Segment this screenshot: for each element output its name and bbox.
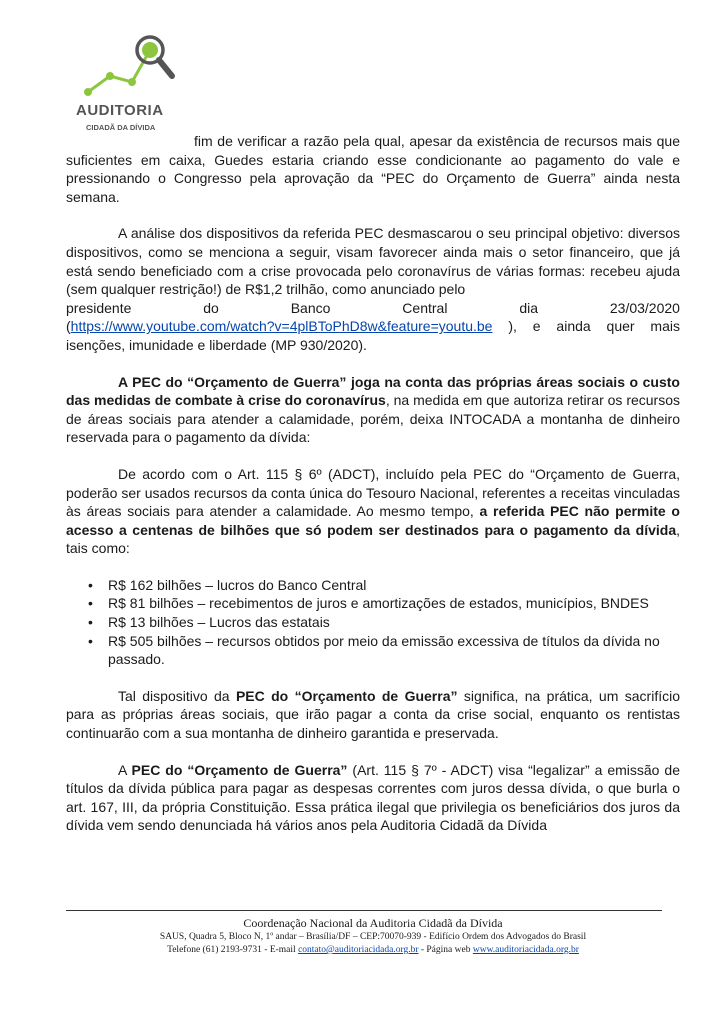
list-item-text: R$ 505 bilhões – recursos obtidos por meio da emissão excessiva de títulos da dívida no passado. — [108, 632, 660, 668]
youtube-link[interactable]: https://www.youtube.com/watch?v=4plBToPhD8w&feature=youtu.be — [70, 318, 493, 335]
paragraph-2-continued — [66, 317, 680, 354]
list-item — [66, 576, 680, 595]
magnifier-network-icon — [80, 32, 180, 102]
logo-subtitle: CIDADÃ DA DÍVIDA — [86, 123, 156, 132]
auditoria-logo — [64, 32, 194, 137]
spread-word: presidente — [66, 299, 132, 316]
list-item-text: R$ 162 bilhões – lucros do Banco Central — [108, 576, 367, 593]
paragraph-5-text-a: Tal dispositivo da — [118, 687, 236, 704]
footer-web-prefix: - Página web — [418, 945, 473, 955]
bullet-icon: • — [88, 632, 93, 649]
paragraph-4-text-a: De acordo com o Art. 115 § 6º (ADCT), incluído pela PEC do “Orçamento de Guerra, poderão ser usados recursos da conta única do Tesouro Nacional, referentes a receitas vinculadas às áreas sociais para atender a calamidade. Ao mesmo tempo, — [66, 465, 680, 520]
paragraph-3-text: , na medida em que autoriza retirar os recursos de áreas sociais para atender a calamidade, porém, deixa INTOCADA a montanha de dinheiro reservada para o pagamento da dívida: — [66, 392, 680, 446]
spread-word: do — [203, 299, 219, 316]
footer-divider — [66, 910, 662, 911]
bullet-icon: • — [88, 576, 93, 593]
open-paren: ( — [66, 318, 71, 335]
paragraph-6-bold: PEC do “Orçamento de Guerra” — [131, 761, 348, 778]
paragraph-4-bold: a referida PEC não permite o acesso a centenas de bilhões que só podem ser destinados para o pagamento da dívida — [66, 503, 680, 538]
paragraph-3 — [66, 373, 680, 447]
paragraph-1 — [66, 132, 680, 206]
paragraph-5 — [66, 687, 680, 743]
document-body — [66, 132, 680, 835]
paragraph-6-text-b: (Art. 115 § 7º - ADCT) visa “legalizar” a emissão de títulos da dívida pública para pagar as despesas correntes com juros dessa dívida, o que burla o art. 167, III, da própria Constituição. Essa prática ilegal que privilegia os beneficiários dos juros da dívida vem sendo denunciada há vários anos pela Auditoria Cidadã da Dívida — [66, 761, 680, 834]
footer-email-link[interactable]: contato@auditoriacidada.org.br — [298, 945, 419, 955]
paragraph-6 — [66, 761, 680, 835]
footer-phone: Telefone (61) 2193-9731 - E-mail — [167, 945, 299, 955]
list-item-text: R$ 13 bilhões – Lucros das estatais — [108, 614, 330, 631]
bullet-icon: • — [88, 614, 93, 631]
list-item — [66, 613, 680, 632]
footer-web-link[interactable]: www.auditoriacidada.org.br — [472, 945, 579, 955]
logo-title: AUDITORIA — [76, 102, 164, 119]
spread-word: 23/03/2020 — [609, 299, 680, 316]
paragraph-2-spread-line — [66, 299, 680, 318]
page-footer — [66, 915, 680, 957]
footer-address: SAUS, Quadra 5, Bloco N, 1º andar – Brasília/DF – CEP:70070-939 - Edifício Ordem dos Advogados do Brasil — [159, 932, 587, 942]
bullet-icon: • — [88, 595, 93, 612]
spread-word: Central — [402, 299, 448, 316]
spread-word: dia — [519, 299, 538, 316]
spread-word: Banco — [290, 299, 331, 316]
list-item-text: R$ 81 bilhões – recebimentos de juros e amortizações de estados, municípios, BNDES — [108, 595, 649, 612]
list-item — [66, 632, 680, 669]
paragraph-2-text-a: A análise dos dispositivos da referida PEC desmascarou o seu principal objetivo: diversos dispositivos, como se menciona a seguir, visam favorecer ainda mais o setor financeiro, que já está sendo beneficiado com a crise provocada pelo coronavírus de várias formas: recebeu ajuda (sem qualquer restrição!) de R$1,2 trilhão, como anunciado pelo — [66, 225, 680, 298]
paragraph-2 — [66, 224, 680, 298]
paragraph-3-bold: A PEC do “Orçamento de Guerra” joga na conta das próprias áreas sociais o custo das medidas de combate à crise do coronavírus — [66, 373, 680, 409]
paragraph-4 — [66, 465, 680, 558]
paragraph-5-text-b: significa, na prática, um sacrifício para as próprias áreas sociais, que irão pagar a conta da crise social, enquanto os rentistas continuarão com a sua montanha de dinheiro garantida e preservada. — [66, 687, 680, 742]
paragraph-6-text-a: A — [118, 761, 132, 778]
paragraph-2-text-b: ), e ainda quer mais isenções, imunidade e liberdade (MP 930/2020). — [66, 318, 680, 353]
footer-contact — [66, 944, 680, 957]
paragraph-1-text: fim de verificar a razão pela qual, apesar da existência de recursos mais que suficientes em caixa, Guedes estaria criando esse condicionante ao pagamento do vale e pressionando o Congresso pela aprovação da “PEC do Orçamento de Guerra” ainda nesta semana. — [66, 133, 680, 205]
list-item — [66, 594, 680, 613]
footer-title: Coordenação Nacional da Auditoria Cidadã da Dívida — [243, 916, 503, 930]
bullet-list — [66, 576, 680, 669]
paragraph-5-bold: PEC do “Orçamento de Guerra” — [235, 687, 458, 704]
paragraph-4-text-b: , tais como: — [66, 521, 680, 557]
